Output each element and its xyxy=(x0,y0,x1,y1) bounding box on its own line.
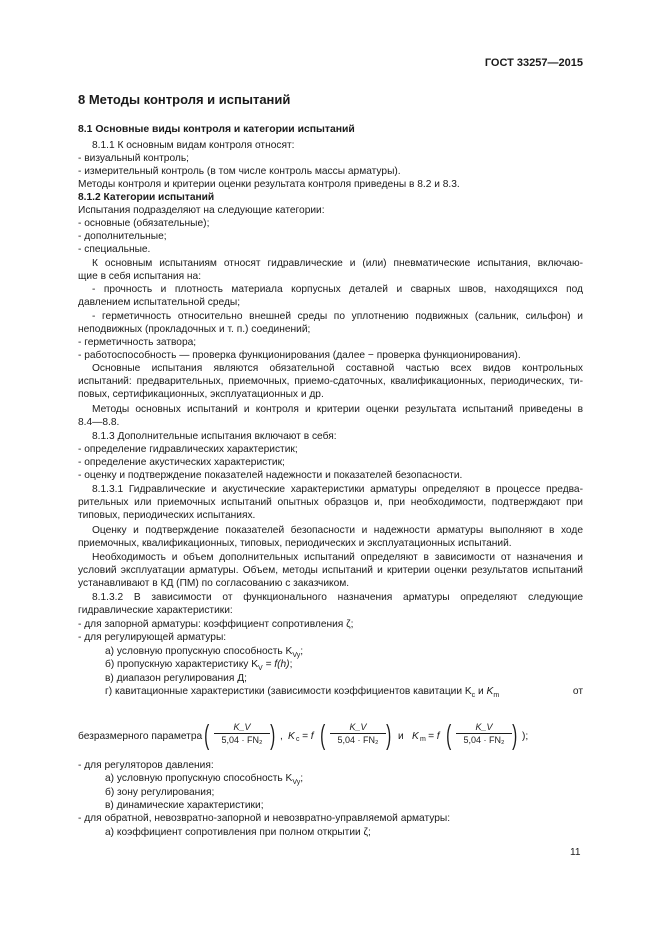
formula-lead-text: безразмерного параметра xyxy=(78,731,203,742)
text-line: приемочных, квалификационных, типовых, периодических и эксплуатационных испытаний. xyxy=(78,538,512,549)
text-line: щие в себя испытания на: xyxy=(78,271,202,282)
kc-symbol: K xyxy=(288,731,295,742)
text-line: 8.1.1 К основным видам контроля относят: xyxy=(92,140,295,151)
subsection-heading: 8.1.2 Категории испытаний xyxy=(78,192,215,203)
text-line: в) диапазон регулирования Д; xyxy=(105,673,247,684)
text-line: рительных или приемочных испытаний опытных образцов и, при необходимости, подтверждают при xyxy=(78,497,583,508)
text-line: устанавливают в КД (ПМ) по согласованию с заказчиком. xyxy=(78,578,350,589)
text-line: - для регулирующей арматуры: xyxy=(78,632,227,643)
text-line: 8.1.3.2 В зависимости от функционального назначения арматуры определяют следующие xyxy=(92,592,583,603)
text-line: - определение гидравлических характеристик; xyxy=(78,444,298,455)
text-line: 8.1.3 Дополнительные испытания включают в себя: xyxy=(92,431,337,442)
text-line: Необходимость и объем дополнительных испытаний определяют в зависимости от назначения и xyxy=(92,552,583,563)
list-item-kvy: а) условную пропускную способность $K_{Vy}$; xyxy=(105,646,304,660)
text-line: - основные (обязательные); xyxy=(78,218,210,229)
text-line: - прочность и плотность материала корпусных деталей и сварных швов, находящихся под xyxy=(92,284,583,295)
text-line: 8.1.3.1 Гидравлические и акустические характеристики арматуры определяют в процессе предва- xyxy=(92,484,583,495)
text-line: - дополнительные; xyxy=(78,231,167,242)
text-line: - визуальный контроль; xyxy=(78,153,189,164)
text-line: - специальные. xyxy=(78,244,151,255)
text-line: повых, сертификационных, эксплуатационных и др. xyxy=(78,389,324,400)
list-item-kvy: а) условную пропускную способность $K_{Vy}$; xyxy=(105,773,304,787)
text-line: Оценку и подтверждение показателей безопасности и надежности арматуры выполняют в ходе xyxy=(92,525,583,536)
section-title: 8 Методы контроля и испытаний xyxy=(78,92,291,107)
fraction-kv: K_V 5,04 · FN₂ xyxy=(330,722,386,745)
text-line: - измерительный контроль (в том числе контроль массы арматуры). xyxy=(78,166,401,177)
text-line: - оценку и подтверждение показателей надежности и показателей безопасности. xyxy=(78,470,463,481)
text-line: - для регуляторов давления: xyxy=(78,760,214,771)
text-line: в) динамические характеристики; xyxy=(105,800,264,811)
subsection-title: 8.1 Основные виды контроля и категории испытаний xyxy=(78,124,355,135)
text-line: - герметичность затвора; xyxy=(78,337,197,348)
text-line: гидравлические характеристики: xyxy=(78,605,233,616)
formula-line: безразмерного параметра ( K_V 5,04 · FN₂ ) , K c = f ( K_V 5,04 · FN₂ ) и K m = f ( K_V 5,04 · FN₂ ) ); xyxy=(78,719,529,750)
text-line: Основные испытания являются обязательной составной частью всех видов контрольных xyxy=(92,363,583,374)
text-line: Методы контроля и критерии оценки результата контроля приведены в 8.2 и 8.3. xyxy=(78,179,460,190)
text-line: - герметичность относительно внешней среды по уплотнению подвижных (сальник, сильфон) и xyxy=(92,311,583,322)
text-line: 8.4—8.8. xyxy=(78,417,120,428)
fraction-kv: K_V 5,04 · FN₂ xyxy=(456,722,512,745)
text-line: Испытания подразделяют на следующие категории: xyxy=(78,205,325,216)
text-line: - определение акустических характеристик; xyxy=(78,457,285,468)
page-number: 11 xyxy=(570,847,581,858)
text-line: К основным испытаниям относят гидравлические и (или) пневматические испытания, включаю- xyxy=(92,258,583,269)
text-line: а) коэффициент сопротивления при полном открытии ζ; xyxy=(105,827,371,838)
text-line: давлением испытательной среды; xyxy=(78,297,241,308)
document-code: ГОСТ 33257—2015 xyxy=(484,57,583,69)
text-line: испытаний: предварительных, приемочных, приемо-сдаточных, квалификационных, периодических, ти- xyxy=(78,376,583,387)
text-line: условий эксплуатации арматуры. Объем, методы испытаний и критерии оценки результатов испытаний xyxy=(78,565,583,576)
text-line: - для обратной, невозвратно-запорной и невозвратно-управляемой арматуры: xyxy=(78,813,451,824)
list-item-cavitation: г) кавитационные характеристики (зависимости коэффициентов кавитации $K_c$ и $K_m$ от xyxy=(105,686,583,700)
text-line: Методы основных испытаний и контроля и критерии оценки результата испытаний приведены в xyxy=(92,404,583,415)
fraction-kv: K_V 5,04 · FN₂ xyxy=(214,722,270,745)
text-line: неподвижных (прокладочных и т. п.) соединений; xyxy=(78,324,311,335)
text-line: - для запорной арматуры: коэффициент сопротивления ζ; xyxy=(78,619,354,630)
text-line: - работоспособность — проверка функционирования (далее − проверка функционирования). xyxy=(78,350,521,361)
list-item-kv-fh: б) пропускную характеристику $K_V = f(h)$; xyxy=(105,659,293,673)
km-symbol: K xyxy=(412,731,419,742)
text-line: б) зону регулирования; xyxy=(105,787,215,798)
text-line: типовых, периодических испытаниях. xyxy=(78,510,256,521)
